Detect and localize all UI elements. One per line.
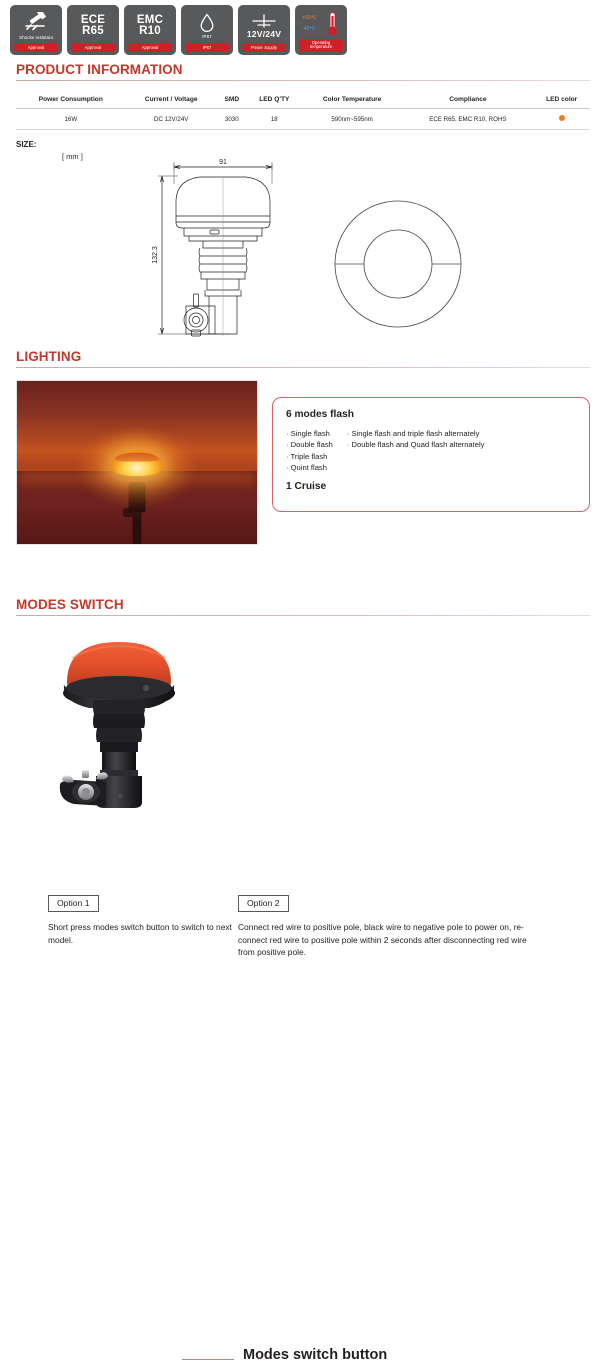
badge-footer-label: Operating temperature [299, 39, 343, 52]
section-title: MODES SWITCH [16, 597, 124, 612]
modes-list-right [347, 428, 485, 474]
table-row [16, 109, 590, 130]
col-current-voltage: Current / Voltage [126, 93, 217, 109]
size-drawings [0, 144, 606, 344]
list-item: · Single flash and triple flash alternately [346, 429, 480, 438]
badge-footer-label: Approval [71, 43, 115, 52]
svg-text:-40℃: -40℃ [302, 25, 316, 32]
badge-footer-label: Approval [14, 43, 58, 52]
cell-led-color [533, 109, 590, 130]
table-header-row [16, 93, 590, 109]
power-supply-icon [238, 9, 290, 43]
led-color-swatch [559, 115, 565, 121]
badge-footer-label: Approval [128, 43, 172, 52]
badge-big-label: 12V/24V [246, 28, 282, 39]
cell-compliance: ECE R65, EMC R10, ROHS [402, 109, 533, 130]
emc-r10-icon [124, 9, 176, 43]
badge-shocks-resistant [10, 5, 62, 55]
hammer-shock-icon [10, 9, 62, 43]
badge-sub-label: Shocks resistant [19, 34, 53, 40]
badge-operating-temperature [295, 5, 347, 55]
col-led-qty: LED Q'TY [247, 93, 302, 109]
thermometer-icon [295, 9, 347, 39]
photo-beacon-dome-top [115, 452, 159, 461]
cell-color-temperature: 590nm~595nm [302, 109, 403, 130]
lighting-product-photo [16, 380, 258, 545]
callout-label: Modes switch button [243, 1347, 388, 1363]
spec-table-wrapper [0, 81, 606, 130]
badge-emc-r10 [124, 5, 176, 55]
size-label: SIZE: [16, 140, 37, 149]
badge-ece-r65 [67, 5, 119, 55]
svg-text:+65℃: +65℃ [302, 14, 317, 21]
cell-led-qty: 18 [247, 109, 302, 130]
options-row [0, 893, 606, 959]
water-drop-icon [181, 9, 233, 43]
option-2-block [238, 893, 538, 959]
section-product-information [0, 62, 606, 81]
modes-heading: 6 modes flash [286, 409, 354, 420]
size-unit-label: [ mm ] [62, 152, 83, 161]
modes-switch-product-photo [34, 624, 204, 814]
product-spec-table [16, 93, 590, 130]
col-color-temperature: Color Temperature [302, 93, 403, 109]
section-title: PRODUCT INFORMATION [16, 62, 183, 77]
badge-power-supply [238, 5, 290, 55]
width-dimension-label: 91 [219, 159, 227, 166]
col-compliance: Compliance [402, 93, 533, 109]
cell-power-consumption: 16W [16, 109, 126, 130]
col-led-color: LED color [533, 93, 590, 109]
badge-big-label: EMC R10 [136, 13, 164, 37]
modes-footer: 1 Cruise [286, 480, 327, 492]
section-lighting [0, 349, 606, 368]
badge-big-label: ECE R65 [80, 13, 106, 37]
section-title: LIGHTING [16, 349, 82, 364]
callout-leader-line [182, 1359, 234, 1360]
section-modes-switch [0, 597, 606, 616]
list-item: · Single flash [286, 429, 330, 438]
modes-columns [286, 428, 576, 474]
list-item: · Double flash and Quad flash alternately [346, 440, 485, 450]
cell-current-voltage: DC 12V/24V [126, 109, 217, 130]
list-item: · Quint flash [286, 463, 327, 473]
col-power-consumption: Power Consumption [16, 93, 126, 109]
modes-list-left [286, 428, 333, 474]
option-1-text: Short press modes switch button to switch to next model. [48, 922, 232, 945]
ece-r65-icon [67, 9, 119, 43]
option-2-text: Connect red wire to positive pole, black wire to negative pole to power on, re-connect red wire to positive pole within 2 seconds after disconnecting red wire from positive pole. [238, 922, 527, 958]
lighting-body [0, 368, 606, 545]
list-item: · Double flash [286, 440, 333, 450]
size-section [0, 130, 606, 345]
list-item: · Triple flash [286, 451, 328, 461]
flash-modes-box [272, 397, 590, 512]
option-1-block [48, 893, 238, 959]
col-smd: SMD [217, 93, 247, 109]
badge-sub-label: IP67 [202, 33, 212, 39]
option-1-tag: Option 1 [48, 895, 99, 912]
option-2-tag: Option 2 [238, 895, 289, 912]
cell-smd: 3030 [217, 109, 247, 130]
badge-footer-label: Power Supply [242, 43, 286, 52]
badge-footer-label: IP67 [185, 43, 229, 52]
height-dimension-label: 132.3 [152, 246, 159, 264]
badge-ip67 [181, 5, 233, 55]
certification-badge-strip [0, 0, 606, 58]
